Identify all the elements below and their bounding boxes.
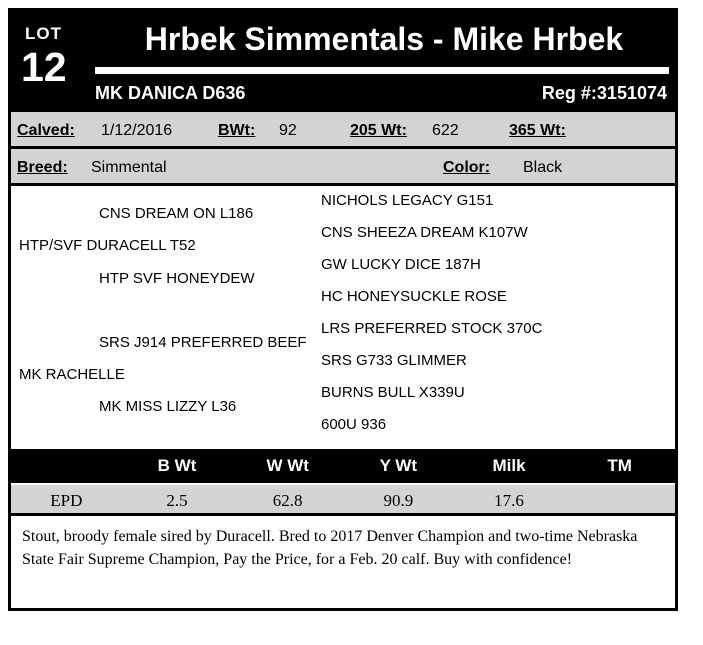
pedigree-gen3-entry: BURNS BULL X339U [321,384,465,401]
calved-label: Calved: [17,122,75,139]
color-label: Color: [443,159,491,176]
breed-label: Breed: [17,159,68,176]
epd-value-milk: 17.6 [494,491,524,510]
epd-value-tm [564,485,675,513]
pedigree-gen3-entry: HC HONEYSUCKLE ROSE [321,288,507,305]
birth-weight-value: 92 [279,122,297,139]
pedigree-dam-dam: MK MISS LIZZY L36 [99,398,237,415]
epd-row-label: EPD [50,491,83,510]
lot-label: LOT [25,24,62,43]
epd-column-header: Milk [492,456,526,475]
pedigree-gen3-entry: LRS PREFERRED STOCK 370C [321,320,543,337]
birth-weight-label: BWt: [218,122,256,139]
205-weight-value: 622 [432,122,459,139]
epd-column-header: W Wt [266,456,309,475]
epd-table-row [11,483,675,516]
epd-column-header: TM [607,456,632,475]
breed-info-row [11,149,675,186]
animal-name: MK DANICA D636 [95,83,246,103]
epd-table-header [11,449,675,483]
epd-value-ywt: 90.9 [383,491,414,510]
lot-card [8,8,678,611]
pedigree-sire-sire: CNS DREAM ON L186 [99,205,254,222]
header-divider-bar [95,67,669,74]
epd-column-header [11,449,122,483]
pedigree-gen3-entry: GW LUCKY DICE 187H [321,256,481,273]
epd-column-header: Y Wt [379,456,418,475]
pedigree-gen3-entry: CNS SHEEZA DREAM K107W [321,224,528,241]
pedigree-gen3-entry: 600U 936 [321,416,387,433]
epd-value-bwt: 2.5 [166,491,188,510]
pedigree-dam: MK RACHELLE [19,366,125,383]
breed-value: Simmental [91,159,167,176]
card-header [11,11,675,112]
lot-number: 12 [21,44,67,90]
epd-column-header: B Wt [157,456,197,475]
pedigree-gen3-entry: NICHOLS LEGACY G151 [321,192,494,209]
pedigree-sire: HTP/SVF DURACELL T52 [19,237,196,254]
ranch-title: Hrbek Simmentals - Mike Hrbek [144,21,624,57]
205-weight-label: 205 Wt: [350,122,407,139]
pedigree-sire-dam: HTP SVF HONEYDEW [99,270,255,287]
pedigree-dam-sire: SRS J914 PREFERRED BEEF [99,334,307,351]
pedigree-chart [11,186,675,449]
animal-name-row [95,83,667,104]
365-weight-label: 365 Wt: [509,122,566,139]
pedigree-gen3-entry: SRS G733 GLIMMER [321,352,467,369]
color-value: Black [523,159,563,176]
registration-number: Reg #:3151074 [541,83,667,103]
epd-value-wwt: 62.8 [272,491,303,510]
calved-value: 1/12/2016 [101,122,173,139]
birth-info-row [11,112,675,149]
sale-comment: Stout, broody female sired by Duracell. Bred to 2017 Denver Champion and two-time Nebraska State Fair Supreme Champion, Pay the Price, for a Feb. 20 calf. Buy with confidence! [11,516,675,608]
